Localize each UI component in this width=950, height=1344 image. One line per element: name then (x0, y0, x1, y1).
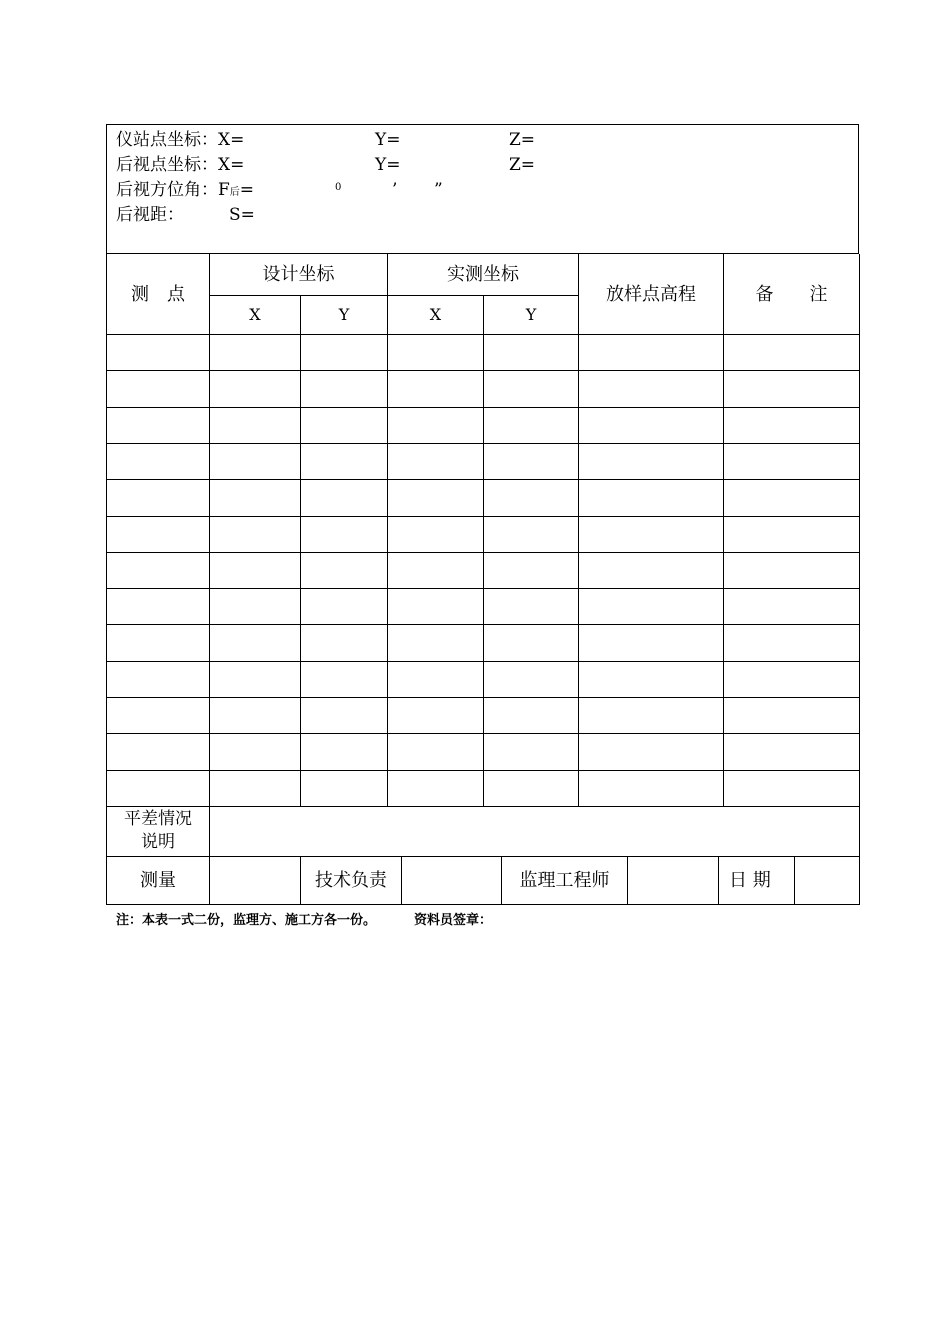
table-cell[interactable] (484, 589, 578, 624)
table-cell[interactable] (724, 371, 858, 406)
table-cell[interactable] (724, 625, 858, 660)
table-cell[interactable] (388, 517, 483, 552)
table-cell[interactable] (579, 625, 723, 660)
table-cell[interactable] (388, 662, 483, 697)
table-cell[interactable] (301, 771, 387, 806)
table-cell[interactable] (484, 480, 578, 515)
table-cell[interactable] (388, 408, 483, 443)
table-cell[interactable] (388, 480, 483, 515)
table-cell[interactable] (579, 335, 723, 370)
table-cell[interactable] (210, 335, 300, 370)
table-cell[interactable] (107, 517, 209, 552)
station-z-label: Z= (509, 130, 536, 150)
survey-signature-field[interactable] (210, 857, 300, 904)
backsight-distance-line (116, 204, 255, 226)
grid-bottom-border (106, 904, 860, 905)
table-cell[interactable] (724, 444, 858, 479)
table-cell[interactable] (388, 444, 483, 479)
table-cell[interactable] (210, 771, 300, 806)
table-cell[interactable] (301, 589, 387, 624)
tech-lead-signature-field[interactable] (402, 857, 501, 904)
table-cell[interactable] (210, 589, 300, 624)
table-cell[interactable] (210, 698, 300, 733)
table-cell[interactable] (484, 408, 578, 443)
grid-right-border (859, 254, 860, 905)
table-cell[interactable] (301, 371, 387, 406)
backsight-azimuth-line (116, 179, 516, 204)
table-cell[interactable] (388, 771, 483, 806)
table-cell[interactable] (388, 371, 483, 406)
table-cell[interactable] (484, 625, 578, 660)
table-cell[interactable] (388, 734, 483, 769)
header-measured-x: X (429, 305, 442, 324)
degree-mark: 0 (335, 182, 342, 193)
table-cell[interactable] (210, 734, 300, 769)
table-cell[interactable] (301, 480, 387, 515)
table-cell[interactable] (484, 371, 578, 406)
table-cell[interactable] (107, 444, 209, 479)
station-y-label: Y= (375, 130, 401, 150)
table-cell[interactable] (388, 335, 483, 370)
azimuth-subscript: 后 (229, 187, 240, 198)
table-cell[interactable] (107, 589, 209, 624)
table-cell[interactable] (107, 625, 209, 660)
table-cell[interactable] (210, 625, 300, 660)
table-cell[interactable] (724, 589, 858, 624)
coordinate-header-box (106, 124, 859, 254)
distance-label: 后视距： (116, 205, 184, 225)
table-cell[interactable] (301, 444, 387, 479)
header-elevation: 放样点高程 (606, 283, 696, 305)
table-cell[interactable] (301, 698, 387, 733)
table-cell[interactable] (107, 734, 209, 769)
table-cell[interactable] (579, 553, 723, 588)
header-design-y: Y (338, 305, 350, 324)
table-cell[interactable] (210, 408, 300, 443)
table-cell[interactable] (107, 553, 209, 588)
table-cell[interactable] (210, 371, 300, 406)
table-cell[interactable] (210, 480, 300, 515)
table-cell[interactable] (724, 335, 858, 370)
table-cell[interactable] (107, 771, 209, 806)
azimuth-equals: = (239, 180, 255, 200)
survey-label: 测量 (140, 869, 176, 891)
table-cell[interactable] (301, 625, 387, 660)
table-cell[interactable] (484, 517, 578, 552)
table-cell[interactable] (724, 771, 858, 806)
table-cell[interactable] (484, 553, 578, 588)
table-cell[interactable] (484, 698, 578, 733)
tech-lead-label: 技术负责 (315, 869, 387, 891)
table-cell[interactable] (301, 408, 387, 443)
table-cell[interactable] (388, 625, 483, 660)
azimuth-label: 后视方位角：F (116, 180, 230, 200)
table-cell[interactable] (724, 553, 858, 588)
date-field[interactable] (795, 857, 859, 904)
table-cell[interactable] (724, 480, 858, 515)
table-cell[interactable] (484, 734, 578, 769)
form-note (116, 909, 530, 928)
table-cell[interactable] (301, 335, 387, 370)
table-cell[interactable] (579, 408, 723, 443)
table-cell[interactable] (301, 662, 387, 697)
table-cell[interactable] (579, 444, 723, 479)
table-cell[interactable] (107, 371, 209, 406)
station-x-label: 仪站点坐标：X= (116, 130, 245, 150)
table-cell[interactable] (579, 734, 723, 769)
table-cell[interactable] (301, 553, 387, 588)
note-text: 注：本表一式二份，监理方、施工方各一份。 (116, 913, 377, 928)
header-measured-y: Y (525, 305, 537, 324)
archivist-signature-label: 资料员签章： (414, 913, 493, 928)
table-cell[interactable] (484, 444, 578, 479)
table-cell[interactable] (301, 517, 387, 552)
backsight-z-label: Z= (509, 155, 536, 175)
header-point: 测 点 (131, 283, 185, 305)
table-cell[interactable] (724, 698, 858, 733)
table-cell[interactable] (724, 517, 858, 552)
table-cell[interactable] (107, 408, 209, 443)
supervisor-label: 监理工程师 (519, 869, 610, 891)
table-cell[interactable] (724, 734, 858, 769)
backsight-x-label: 后视点坐标：X= (116, 155, 245, 175)
table-cell[interactable] (724, 662, 858, 697)
table-cell[interactable] (579, 589, 723, 624)
table-cell[interactable] (388, 698, 483, 733)
table-cell[interactable] (210, 444, 300, 479)
table-cell[interactable] (579, 371, 723, 406)
backsight-y-label: Y= (375, 155, 401, 175)
table-cell[interactable] (107, 662, 209, 697)
table-cell[interactable] (484, 335, 578, 370)
table-cell[interactable] (579, 698, 723, 733)
table-cell[interactable] (107, 480, 209, 515)
supervisor-signature-field[interactable] (628, 857, 718, 904)
table-cell[interactable] (107, 698, 209, 733)
table-cell[interactable] (388, 553, 483, 588)
table-cell[interactable] (210, 662, 300, 697)
table-cell[interactable] (484, 771, 578, 806)
header-measured-coordinates: 实测坐标 (447, 264, 519, 285)
header-remark: 备 注 (755, 283, 828, 305)
table-cell[interactable] (579, 662, 723, 697)
date-label: 日 期 (729, 869, 771, 891)
distance-s-label: S= (229, 205, 255, 225)
table-cell[interactable] (724, 408, 858, 443)
backsight-coordinate-line (116, 154, 536, 176)
minute-mark: ’ (392, 180, 398, 200)
table-cell[interactable] (579, 517, 723, 552)
table-cell[interactable] (484, 662, 578, 697)
header-design-coordinates: 设计坐标 (262, 264, 335, 285)
table-cell[interactable] (210, 517, 300, 552)
table-cell[interactable] (579, 480, 723, 515)
table-cell[interactable] (301, 734, 387, 769)
deviation-label: 平差情况说明 (124, 809, 192, 852)
table-cell[interactable] (210, 553, 300, 588)
table-cell[interactable] (388, 589, 483, 624)
deviation-input-area[interactable] (210, 807, 859, 856)
table-cell[interactable] (579, 771, 723, 806)
station-coordinate-line (116, 129, 536, 151)
header-design-x: X (249, 305, 261, 324)
table-cell[interactable] (107, 335, 209, 370)
second-mark: ” (434, 180, 443, 200)
